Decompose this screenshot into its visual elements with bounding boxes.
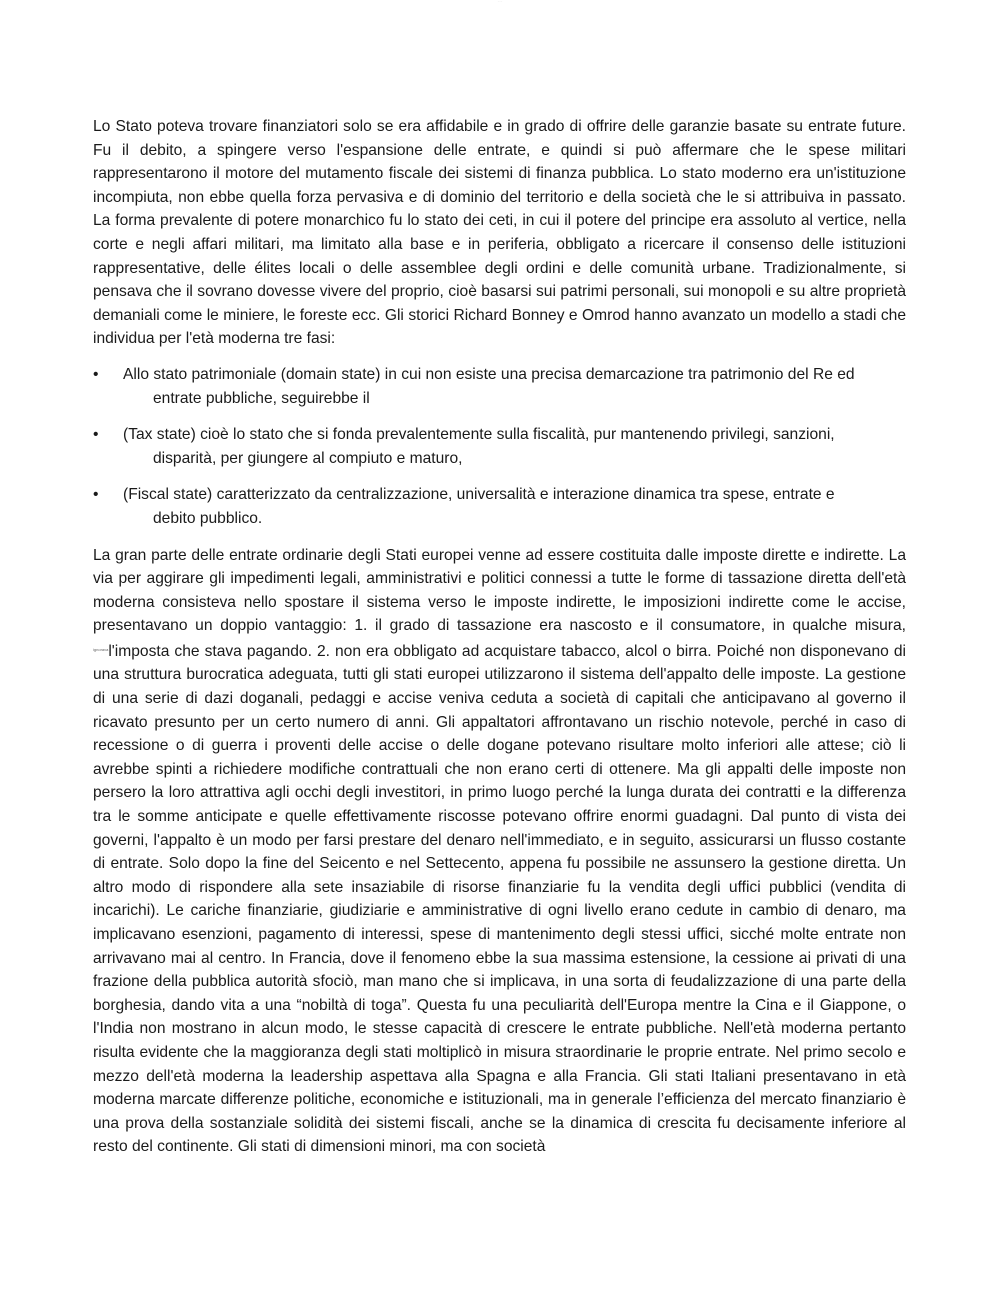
- paragraph-taxation-rest: l'imposta che stava pagando. 2. non era obbligato ad acquistare tabacco, alcol o birra. Poiché non disponevano di una struttura burocratica adeguata, tutti gli stati europei utilizzarono il sistema dell'appalto delle imposte. La gestione di una serie di dazi doganali, pedaggi e accise veniva ceduta a società di capitali che anticipavano al governo il ricavato presunto per un certo numero di anni. Gli appaltatori affrontavano un rischio notevole, perché in caso di recessione o di guerra i proventi delle accise o delle dogane potevano risultare molto inferiori alle attese; ciò li avrebbe spinti a richiedere modifiche contrattuali che non erano certi di ottenere. Ma gli appalti delle imposte non persero la loro attrattiva agli occhi degli investitori, in primo luogo perché la lunga durata dei contratti e la differenza tra le somme anticipate e quelle effettivamente riscosse potevano offrire enormi guadagni. Dal punto di vista dei governi, l'appalto è un modo per farsi prestare del denaro nell'immediato, e in seguito, assicurarsi un flusso costante di entrate. Solo dopo la fine del Seicento e nel Settecento, appena fu possibile ne assunsero la gestione diretta. Un altro modo di rispondere alla sete insaziabile di risorse finanziarie fu la vendita degli uffici pubblici (vendita di incarichi). Le cariche finanziarie, giudiziarie e amministrative di ogni livello erano cedute in cambio di denaro, ma implicavano esenzioni, pagamento di interessi, spese di mantenimento degli stessi uffici, sicché molte entrate non arrivavano mai al centro. In Francia, dove il fenomeno ebbe la sua massima estensione, la cessione ai privati di una frazione della pubblica autorità sfociò, man mano che si implicava, in una sorta di feudalizzazione di una parte della borghesia, dando vita a una “nobiltà di toga”. Questa fu una peculiarità dell'Europa mentre la Cina e il Giappone, o l'India non mostrano in alcun modo, le stesse capacità di crescere le entrate pubbliche. Nell'età moderna pertanto risulta evidente che la maggioranza degli stati moltiplicò in misura straordinarie le proprie entrate. Nel primo secolo e mezzo dell'età moderna la leadership aspettava alla Spagna e alla Francia. Gli stati Italiani presentavano in età moderna marcate differenze politiche, economiche e istituzionali, ma in generale l’efficienza del mercato finanziario è una prova della sostanziale solidità dei sistemi fiscali, anche se la dinamica di crescita fu decisamente inferiore al resto del continente. Gli stati di dimensioni minori, ma con società: [93, 642, 906, 1156]
- bullet-item-tax-state: [93, 423, 906, 470]
- bullet-icon: •: [93, 486, 99, 504]
- paragraph-taxation-start: La gran parte delle entrate ordinarie degli Stati europei venne ad essere costituita dalle imposte dirette e indirette. La via per aggirare gli impedimenti legali, amministrativi e politici connessi a tutte le forme di tassazione diretta dell'età moderna consisteva nello spostare il sistema verso le imposte indirette, le imposizioni indirette come le accise, presentavano un doppio vantaggio: 1. il grado di tassazione era nascosto e il consumatore, in qualche misura,: [93, 546, 906, 635]
- bullet-text-line1: (Fiscal state) caratterizzato da centralizzazione, universalità e interazione dinamica tra spese, entrate e: [123, 486, 835, 504]
- bullet-text-line1: (Tax state) cioè lo stato che si fonda prevalentemente sulla fiscalità, pur mantenendo privilegi, sanzioni,: [123, 426, 835, 444]
- tiny-annotation: ignorava: [93, 646, 109, 652]
- paragraph-taxation: [93, 544, 906, 1159]
- bullet-item-domain-state: [93, 363, 906, 410]
- bullet-icon: •: [93, 365, 99, 383]
- paragraph-intro: Lo Stato poteva trovare finanziatori solo se era affidabile e in grado di offrire delle garanzie basate su entrate future. Fu il debito, a spingere verso l'espansione delle entrate, e quindi si può affermare che le spese militari rappresentarono il motore del mutamento fiscale dei sistemi di finanza pubblica. Lo stato moderno era un'istituzione incompiuta, non ebbe quella forza pervasiva e di dominio del territorio e della società che le si attribuiva in passato. La forma prevalente di potere monarchico fu lo stato dei ceti, in cui il potere del principe era assoluto al vertice, nella corte e negli affari militari, ma limitato alla base e in periferia, obbligato a ricercare il consenso delle istituzioni rappresentative, delle élites locali o delle assemblee degli ordini e delle comunità urbane. Tradizionalmente, si pensava che il sovrano dovesse vivere del proprio, cioè basarsi sui patrimi personali, sui monopoli e su altre proprietà demaniali come le miniere, le foreste ecc. Gli storici Richard Bonney e Omrod hanno avanzato un modello a stadi che individua per l'età moderna tre fasi:: [93, 118, 906, 348]
- bullet-list: [93, 363, 906, 531]
- document-body: [93, 115, 906, 1159]
- bullet-icon: •: [93, 426, 99, 444]
- bullet-text-line2: disparità, per giungere al compiuto e maturo,: [153, 449, 463, 467]
- bullet-text-line2: debito pubblico.: [153, 509, 263, 527]
- header-mark: · · ·: [497, 0, 503, 3]
- bullet-item-fiscal-state: [93, 483, 906, 530]
- bullet-text-line1: Allo stato patrimoniale (domain state) in cui non esiste una precisa demarcazione tra patrimonio del Re ed: [123, 365, 855, 383]
- bullet-text-line2: entrate pubbliche, seguirebbe il: [153, 389, 370, 407]
